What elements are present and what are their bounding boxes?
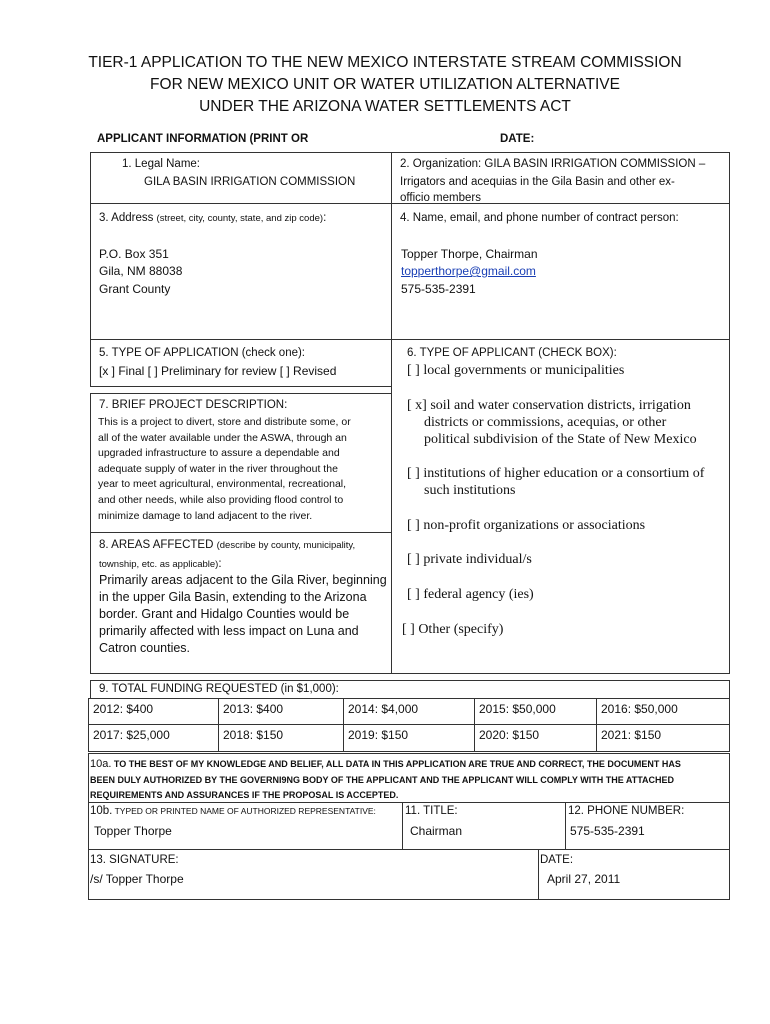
description-line: upgraded infrastructure to assure a dependable and [98, 447, 340, 460]
certification-line-1: 10a. TO THE BEST OF MY KNOWLEDGE AND BELIEF, ALL DATA IN THIS APPLICATION ARE TRUE AND CORRECT, THE DOCUMENT HAS [90, 758, 681, 770]
application-type-options: [x ] Final [ ] Preliminary for review [ ] Revised [99, 364, 337, 378]
funding-label: 9. TOTAL FUNDING REQUESTED (in $1,000): [99, 683, 339, 695]
certification-line-2: BEEN DULY AUTHORIZED BY THE GOVERNI9NG BODY OF THE APPLICANT AND THE APPLICANT WILL COMPLY WITH THE ATTACHED [90, 775, 675, 785]
date-value: April 27, 2011 [547, 872, 621, 886]
areas-affected-box [90, 532, 392, 674]
areas-line: Primarily areas adjacent to the Gila River, beginning [99, 573, 387, 587]
areas-affected-label: 8. AREAS AFFECTED (describe by county, municipality, [99, 539, 356, 551]
areas-line: primarily affected with less impact on Luna and [99, 624, 359, 638]
funding-cell-2019: 2019: $150 [343, 724, 475, 752]
applicant-type-box [391, 339, 730, 674]
applicant-type-option-federal: [ ] federal agency (ies) [407, 587, 534, 602]
representative-name-label: 10b. TYPED OR PRINTED NAME OF AUTHORIZED REPRESENTATIVE: [90, 805, 376, 817]
organization-line-3: officio members [400, 192, 481, 204]
address-label: 3. Address (street, city, county, state, and zip code): [99, 212, 327, 224]
funding-cell-2020: 2020: $150 [474, 724, 597, 752]
applicant-type-option-individual: [ ] private individual/s [407, 552, 532, 567]
funding-cell-2014: 2014: $4,000 [343, 698, 475, 725]
legal-name-label: 1. Legal Name: [122, 158, 200, 170]
organization-label: 2. Organization: GILA BASIN IRRIGATION COMMISSION – [400, 158, 706, 170]
description-line: year to meet agricultural, environmental, recreational, [98, 478, 347, 491]
applicant-type-option-districts-line-3: political subdivision of the State of New Mexico [424, 432, 697, 447]
signature-value: /s/ Topper Thorpe [90, 872, 184, 886]
address-line-1: P.O. Box 351 [99, 247, 169, 261]
legal-name-value: GILA BASIN IRRIGATION COMMISSION [144, 176, 356, 188]
contact-label: 4. Name, email, and phone number of contract person: [400, 212, 679, 224]
project-description-box [90, 393, 392, 533]
funding-cell-2017: 2017: $25,000 [88, 724, 219, 752]
areas-line: border. Grant and Hidalgo Counties would be [99, 607, 350, 621]
description-line: and other needs, while also providing flood control to [98, 493, 344, 506]
funding-cell-2013: 2013: $400 [218, 698, 344, 725]
organization-line-2: Irrigators and acequias in the Gila Basin and other ex- [400, 176, 675, 188]
application-type-label: 5. TYPE OF APPLICATION (check one): [99, 347, 306, 359]
applicant-type-option-education-line-2: such institutions [424, 483, 516, 498]
contact-box [391, 203, 730, 340]
applicant-type-label: 6. TYPE OF APPLICANT (CHECK BOX): [407, 347, 617, 359]
application-type-box [90, 339, 392, 387]
description-line: minimize damage to land adjacent to the river. [98, 509, 313, 522]
applicant-type-option-nonprofit: [ ] non-profit organizations or associations [407, 518, 646, 533]
areas-line: in the upper Gila Basin, extending to the Arizona [99, 590, 367, 604]
phone-box [565, 802, 730, 850]
areas-line: Catron counties. [99, 641, 191, 655]
form-title [0, 52, 770, 118]
address-line-2: Gila, NM 88038 [99, 264, 183, 278]
areas-affected-text [99, 572, 387, 657]
date-box [538, 849, 730, 900]
phone-value: 575-535-2391 [570, 824, 645, 838]
date-heading: DATE: [500, 133, 535, 145]
funding-cell-2015: 2015: $50,000 [474, 698, 597, 725]
signature-box [88, 849, 539, 900]
legal-name-box [90, 152, 392, 204]
contact-email-link[interactable]: topperthorpe@gmail.com [401, 264, 536, 278]
certification-box [88, 753, 730, 803]
certification-line-3: REQUIREMENTS AND ASSURANCES IF THE PROPOSAL IS ACCEPTED. [90, 790, 399, 800]
funding-cell-2012: 2012: $400 [88, 698, 219, 725]
project-description-text [98, 415, 351, 524]
funding-cell-2018: 2018: $150 [218, 724, 344, 752]
representative-name-box [88, 802, 403, 850]
applicant-type-option-districts: [ x] soil and water conservation districts, irrigation [407, 398, 691, 413]
applicant-type-option-districts-line-2: districts or commissions, acequias, or other [424, 415, 667, 430]
signature-label: 13. SIGNATURE: [90, 854, 179, 866]
funding-cell-2021: 2021: $150 [596, 724, 730, 752]
title-box [402, 802, 566, 850]
title-line-1: TIER-1 APPLICATION TO THE NEW MEXICO INTERSTATE STREAM COMMISSION [88, 54, 682, 71]
applicant-type-option-other: [ ] Other (specify) [402, 622, 504, 637]
description-line: adequate supply of water in the river throughout the [98, 462, 338, 475]
title-label: 11. TITLE: [405, 805, 458, 817]
date-label: DATE: [540, 854, 574, 866]
project-description-label: 7. BRIEF PROJECT DESCRIPTION: [99, 399, 288, 411]
phone-label: 12. PHONE NUMBER: [568, 805, 685, 817]
title-value: Chairman [410, 824, 463, 838]
address-line-3: Grant County [99, 282, 171, 296]
title-line-2: FOR NEW MEXICO UNIT OR WATER UTILIZATION ALTERNATIVE [150, 76, 620, 93]
funding-header-box [90, 680, 730, 699]
applicant-type-option-education: [ ] institutions of higher education or a consortium of [407, 466, 705, 481]
applicant-type-option-local-gov: [ ] local governments or municipalities [407, 363, 625, 378]
title-line-3: UNDER THE ARIZONA WATER SETTLEMENTS ACT [199, 98, 571, 115]
contact-phone: 575-535-2391 [401, 282, 476, 296]
description-line: This is a project to divert, store and distribute some, or [98, 416, 351, 428]
description-line: all of the water available under the ASWA, through an [98, 431, 347, 444]
funding-cell-2016: 2016: $50,000 [596, 698, 730, 725]
areas-affected-hint: township, etc. as applicable): [99, 558, 222, 570]
organization-box [391, 152, 730, 204]
applicant-info-heading: APPLICANT INFORMATION (PRINT OR [97, 133, 309, 145]
representative-name-value: Topper Thorpe [94, 824, 172, 838]
address-box [90, 203, 392, 340]
contact-name: Topper Thorpe, Chairman [401, 247, 538, 261]
